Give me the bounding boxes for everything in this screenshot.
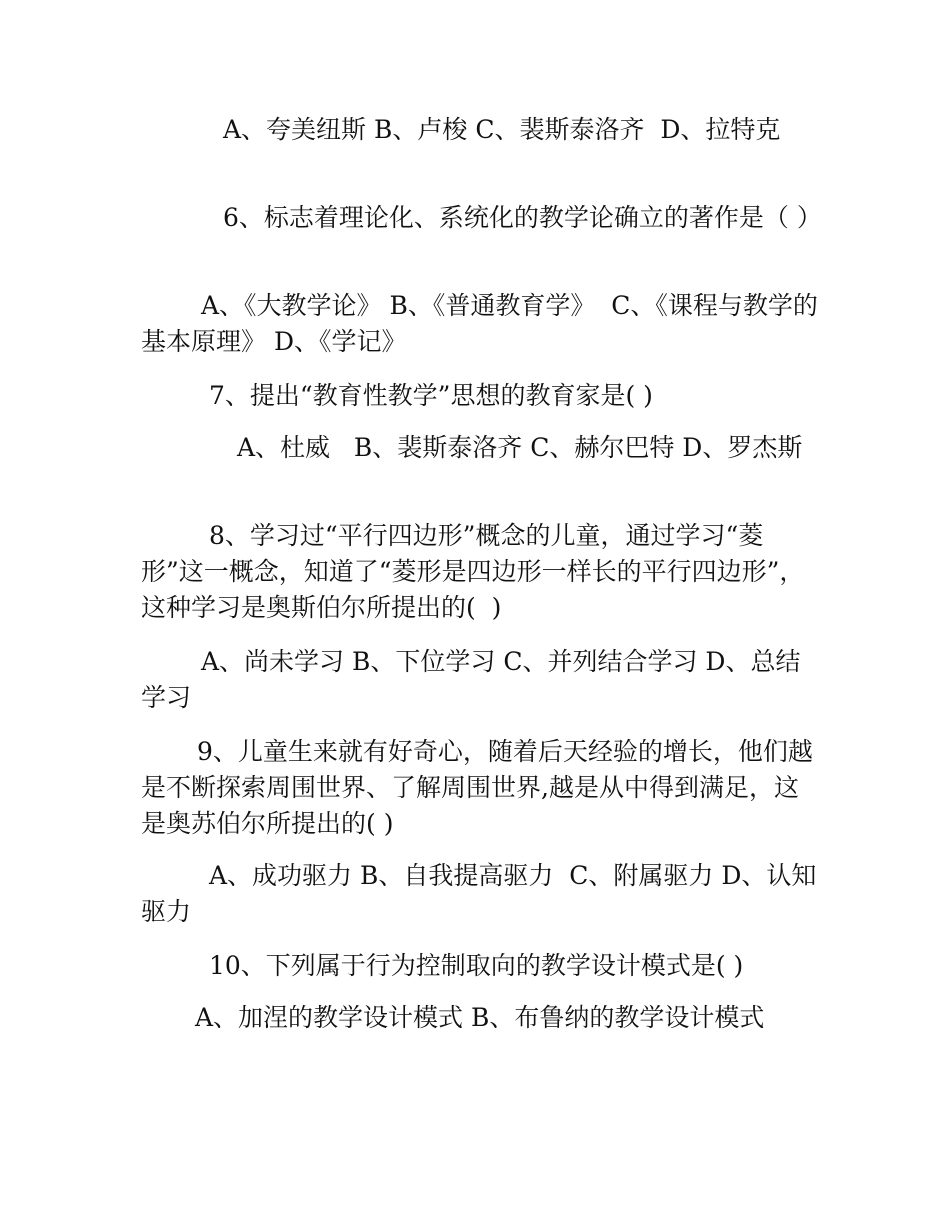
q6-stem: 6、标志着理论化、系统化的教学论确立的著作是（ ） [223,203,822,232]
q9-stem: 9、儿童生来就有好奇心，随着后天经验的增长，他们越是不断探索周围世界、了解周围世界,越是从中得到满足，这是奥苏伯尔所提出的( ) [141,737,813,838]
q8-stem: 8、学习过“平行四边形”概念的儿童，通过学习“菱形”这一概念，知道了“菱形是四边形一样长的平行四边形”，这种学习是奥斯伯尔所提出的( ) [141,521,805,622]
q10-stem: 10、下列属于行为控制取向的教学设计模式是( ) [209,951,744,980]
q7-options: A、杜威 B、裴斯泰洛齐 C、赫尔巴特 D、罗杰斯 [237,433,803,462]
q5-options: A、夸美纽斯 B、卢梭 C、裴斯泰洛齐 D、拉特克 [223,115,781,144]
q7-stem: 7、提出“教育性教学”思想的教育家是( ) [209,381,653,410]
q10-options: A、加涅的教学设计模式 B、布鲁纳的教学设计模式 [195,1003,765,1032]
q8-options: A、尚未学习 B、下位学习 C、并列结合学习 D、总结学习 [141,647,801,712]
q6-options: A、《大教学论》 B、《普通教育学》 C、《课程与教学的基本原理》 D、《学记》 [141,291,818,356]
q9-options: A、成功驱力 B、自我提高驱力 C、附属驱力 D、认知驱力 [141,861,817,926]
